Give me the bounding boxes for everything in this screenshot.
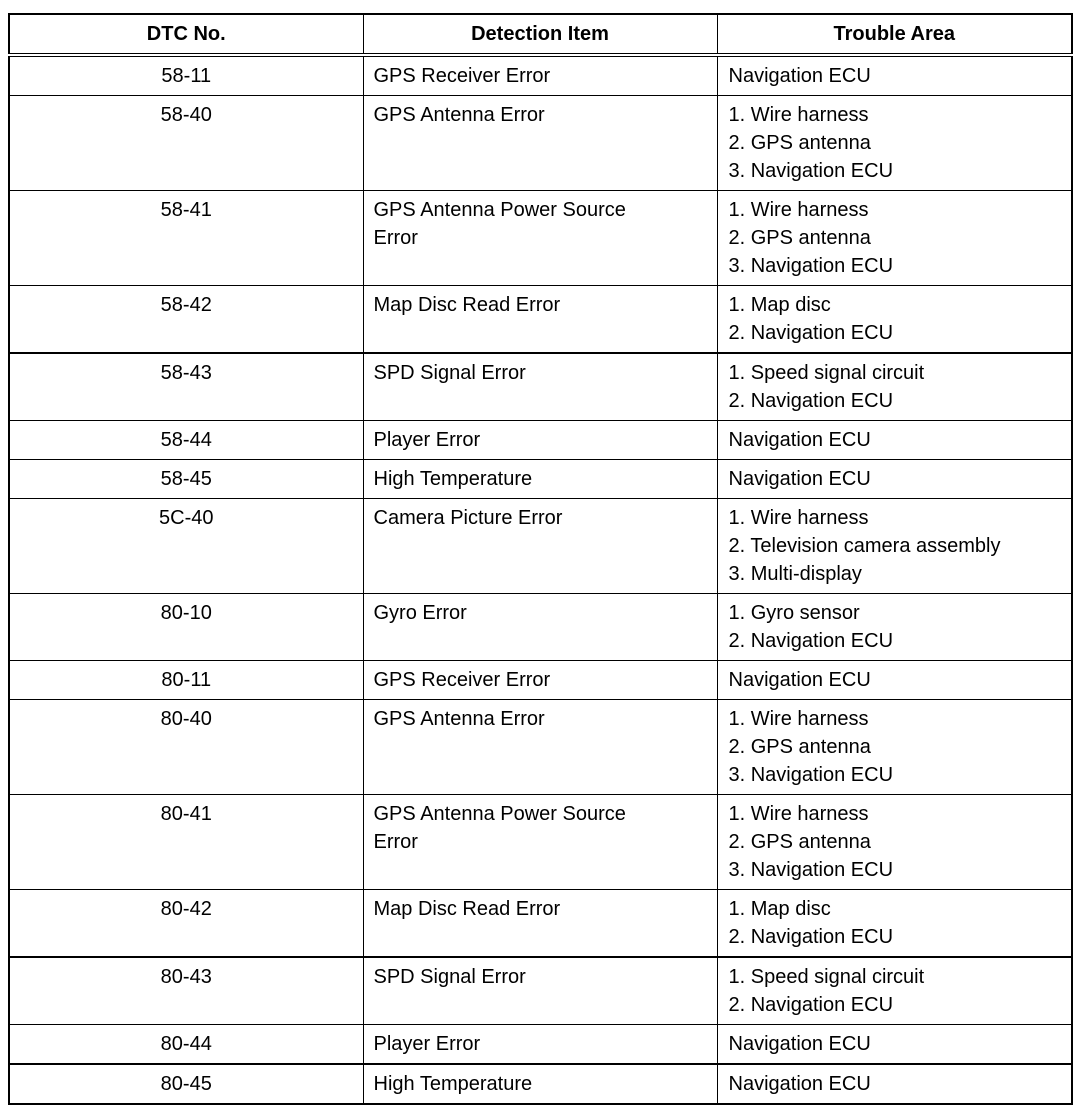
dtc-number-cell: 58-41 <box>9 191 363 286</box>
trouble-area-line: 3. Navigation ECU <box>728 160 894 182</box>
table-row <box>9 1025 1072 1065</box>
dtc-number-cell: 58-40 <box>9 96 363 191</box>
dtc-number-cell: 58-45 <box>9 460 363 499</box>
detection-item-line: High Temperature <box>373 1073 533 1095</box>
trouble-area-cell <box>717 460 1072 499</box>
detection-item-cell <box>363 55 717 96</box>
detection-item-cell <box>363 96 717 191</box>
trouble-area-cell <box>717 795 1072 890</box>
trouble-area-line: 2. GPS antenna <box>728 227 871 249</box>
detection-item-line: GPS Antenna Error <box>373 104 545 126</box>
trouble-area-line: Navigation ECU <box>728 65 871 87</box>
dtc-number-cell: 80-42 <box>9 890 363 958</box>
table-row <box>9 460 1072 499</box>
detection-item-line: GPS Antenna Power Source <box>373 803 626 825</box>
trouble-area-line: 2. GPS antenna <box>728 831 871 853</box>
trouble-area-cell <box>717 191 1072 286</box>
detection-item-cell <box>363 460 717 499</box>
header-row <box>9 14 1072 55</box>
detection-item-cell <box>363 286 717 354</box>
trouble-area-line: 1. Wire harness <box>728 803 869 825</box>
dtc-number-cell: 80-40 <box>9 700 363 795</box>
trouble-area-line: 1. Gyro sensor <box>728 602 860 624</box>
detection-item-line: Player Error <box>373 1033 481 1055</box>
table-row <box>9 890 1072 958</box>
detection-item-cell <box>363 1025 717 1065</box>
trouble-area-line: 2. Television camera assembly <box>728 535 1001 557</box>
table-body <box>9 55 1072 1104</box>
trouble-area-cell <box>717 353 1072 421</box>
trouble-area-line: Navigation ECU <box>728 429 871 451</box>
trouble-area-line: 1. Wire harness <box>728 708 869 730</box>
detection-item-cell <box>363 421 717 460</box>
detection-item-line: Map Disc Read Error <box>373 294 561 316</box>
trouble-area-line: 3. Navigation ECU <box>728 764 894 786</box>
table-row <box>9 661 1072 700</box>
trouble-area-cell <box>717 700 1072 795</box>
trouble-area-cell <box>717 661 1072 700</box>
detection-item-cell <box>363 661 717 700</box>
detection-item-cell <box>363 795 717 890</box>
detection-item-line: SPD Signal Error <box>373 362 526 384</box>
trouble-area-line: 2. Navigation ECU <box>728 926 894 948</box>
dtc-number-cell: 80-41 <box>9 795 363 890</box>
trouble-area-line: 1. Map disc <box>728 898 831 920</box>
trouble-area-line: 1. Wire harness <box>728 199 869 221</box>
detection-item-cell <box>363 890 717 958</box>
dtc-number-cell: 80-44 <box>9 1025 363 1065</box>
table-row <box>9 353 1072 421</box>
table-row <box>9 499 1072 594</box>
table-row <box>9 594 1072 661</box>
table-row <box>9 191 1072 286</box>
trouble-area-line: Navigation ECU <box>728 468 871 490</box>
trouble-area-line: 1. Speed signal circuit <box>728 362 925 384</box>
trouble-area-line: 1. Wire harness <box>728 507 869 529</box>
detection-item-cell <box>363 499 717 594</box>
trouble-area-line: Navigation ECU <box>728 1073 871 1095</box>
detection-item-cell <box>363 594 717 661</box>
dtc-number-cell: 5C-40 <box>9 499 363 594</box>
trouble-area-line: Navigation ECU <box>728 669 871 691</box>
trouble-area-cell <box>717 594 1072 661</box>
detection-item-cell <box>363 700 717 795</box>
dtc-number-cell: 58-11 <box>9 55 363 96</box>
dtc-number-cell: 80-11 <box>9 661 363 700</box>
dtc-number-cell: 58-42 <box>9 286 363 354</box>
table-row <box>9 96 1072 191</box>
dtc-table <box>8 13 1073 1105</box>
detection-item-line: Gyro Error <box>373 602 467 624</box>
trouble-area-cell <box>717 286 1072 354</box>
table-row <box>9 55 1072 96</box>
table-row <box>9 795 1072 890</box>
trouble-area-line: 3. Navigation ECU <box>728 859 894 881</box>
table-row <box>9 1064 1072 1104</box>
dtc-number-cell: 80-10 <box>9 594 363 661</box>
trouble-area-line: 2. Navigation ECU <box>728 630 894 652</box>
header-trouble-area: Trouble Area <box>717 14 1072 55</box>
detection-item-line: GPS Antenna Error <box>373 708 545 730</box>
trouble-area-line: 2. Navigation ECU <box>728 322 894 344</box>
detection-item-line: Error <box>373 831 418 853</box>
trouble-area-line: 3. Navigation ECU <box>728 255 894 277</box>
trouble-area-line: 2. Navigation ECU <box>728 390 894 412</box>
detection-item-cell <box>363 191 717 286</box>
trouble-area-cell <box>717 55 1072 96</box>
trouble-area-line: Navigation ECU <box>728 1033 871 1055</box>
trouble-area-cell <box>717 957 1072 1025</box>
trouble-area-cell <box>717 421 1072 460</box>
detection-item-cell <box>363 353 717 421</box>
dtc-number-cell: 80-43 <box>9 957 363 1025</box>
detection-item-line: Camera Picture Error <box>373 507 563 529</box>
dtc-number-cell: 58-44 <box>9 421 363 460</box>
detection-item-cell <box>363 957 717 1025</box>
detection-item-cell <box>363 1064 717 1104</box>
dtc-number-cell: 58-43 <box>9 353 363 421</box>
detection-item-line: Map Disc Read Error <box>373 898 561 920</box>
trouble-area-line: 2. GPS antenna <box>728 736 871 758</box>
table-header <box>9 14 1072 55</box>
detection-item-line: GPS Receiver Error <box>373 65 551 87</box>
trouble-area-cell <box>717 499 1072 594</box>
trouble-area-line: 1. Speed signal circuit <box>728 966 925 988</box>
trouble-area-line: 2. Navigation ECU <box>728 994 894 1016</box>
trouble-area-line: 2. GPS antenna <box>728 132 871 154</box>
dtc-number-cell: 80-45 <box>9 1064 363 1104</box>
detection-item-line: GPS Antenna Power Source <box>373 199 626 221</box>
trouble-area-line: 1. Wire harness <box>728 104 869 126</box>
header-detection-item: Detection Item <box>363 14 717 55</box>
trouble-area-line: 3. Multi-display <box>728 563 862 585</box>
detection-item-line: High Temperature <box>373 468 533 490</box>
detection-item-line: Error <box>373 227 418 249</box>
table-row <box>9 421 1072 460</box>
detection-item-line: SPD Signal Error <box>373 966 526 988</box>
table-row <box>9 700 1072 795</box>
table-row <box>9 286 1072 354</box>
trouble-area-cell <box>717 890 1072 958</box>
table-row <box>9 957 1072 1025</box>
trouble-area-cell <box>717 1025 1072 1065</box>
trouble-area-line: 1. Map disc <box>728 294 831 316</box>
detection-item-line: Player Error <box>373 429 481 451</box>
detection-item-line: GPS Receiver Error <box>373 669 551 691</box>
trouble-area-cell <box>717 1064 1072 1104</box>
header-dtc-no: DTC No. <box>9 14 363 55</box>
trouble-area-cell <box>717 96 1072 191</box>
